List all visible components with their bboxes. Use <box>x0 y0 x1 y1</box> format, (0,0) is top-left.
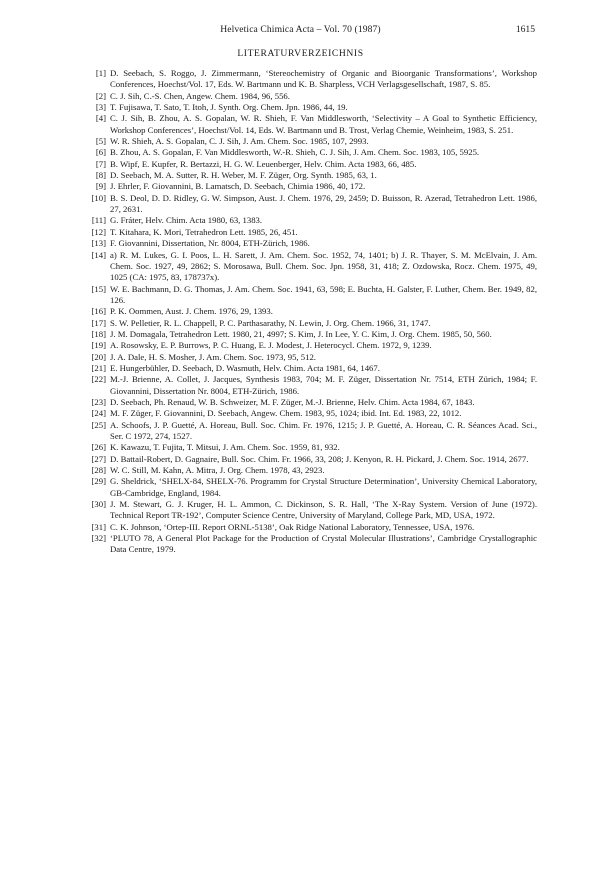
reference-number: [5] <box>95 136 106 147</box>
reference-text: D. Battail-Robert, D. Gagnaire, Bull. Soc. Chim. Fr. 1966, 33, 208; J. Kenyon, R. H. Pickard, J. Chem. Soc. 1914, 2677. <box>110 453 529 464</box>
reference-number: [7] <box>95 158 106 169</box>
reference-text: D. Seebach, S. Roggo, J. Zimmermann, ‘Stereochemistry of Organic and Bioorganic Transformations’, Workshop Conferences, Hoechst/Vol. 17, Eds. W. Bartmann und K. B. Sharpless, VCH Verlagsgesellschaft, 1987, S. 85. <box>110 68 537 90</box>
reference-text: B. Zhou, A. S. Gopalan, F. Van Middlesworth, W.-R. Shieh, C. J. Sih, J. Am. Chem. Soc. 1983, 105, 5925. <box>110 147 480 158</box>
reference-number: [15] <box>91 283 106 294</box>
reference-item <box>91 396 537 408</box>
reference-text: B. Wipf, E. Kupfer, R. Bertazzi, H. G. W. Leuenberger, Helv. Chim. Acta 1983, 66, 485. <box>110 158 417 169</box>
reference-number: [10] <box>91 192 106 203</box>
reference-number: [20] <box>91 351 106 362</box>
reference-item <box>91 226 537 238</box>
reference-item <box>97 91 537 102</box>
reference-list <box>91 68 537 556</box>
reference-number: [3] <box>95 102 106 113</box>
reference-number: [27] <box>91 453 106 464</box>
reference-number: [24] <box>91 408 106 419</box>
reference-number: [14] <box>91 249 106 260</box>
reference-text: C. J. Sih, C.-S. Chen, Angew. Chem. 1984, 96, 556. <box>110 90 290 101</box>
reference-number: [22] <box>91 374 106 385</box>
reference-number: [4] <box>95 113 106 124</box>
reference-text: J. A. Dale, H. S. Mosher, J. Am. Chem. Soc. 1973, 95, 512. <box>110 351 316 362</box>
reference-text: C. J. Sih, B. Zhou, A. S. Gopalan, W. R. Shieh, F. Van Middlesworth, ‘Selectivity – A Goal to Synthetic Efficiency, Workshop Conferences’, Hoechst/Vol. 14, Eds. W. Bartmann und B. Trost, Verlag Chemie, Weinheim, 1983, S. 251. <box>110 113 537 135</box>
reference-text: J. M. Stewart, G. J. Kruger, H. L. Ammon, C. Dickinson, S. R. Hall, ‘The X-Ray System. Version of June (1972). Technical Report TR-192’, Computer Science Centre, University of Maryland, College Park, MD, USA, 1972. <box>110 499 537 521</box>
reference-text: A. Rosowsky, E. P. Burrows, P. C. Huang, E. J. Modest, J. Heterocycl. Chem. 1972, 9, 1239. <box>110 340 432 351</box>
reference-item <box>91 465 537 476</box>
reference-number: [8] <box>95 170 106 181</box>
reference-number: [25] <box>91 419 106 430</box>
reference-number: [17] <box>91 317 106 328</box>
running-header <box>0 24 601 38</box>
reference-number: [2] <box>95 90 106 101</box>
page-number: 1615 <box>515 24 535 35</box>
reference-text: F. Giovannini, Dissertation, Nr. 8004, ETH-Zürich, 1986. <box>110 238 310 249</box>
reference-number: [19] <box>91 340 106 351</box>
reference-number: [13] <box>91 238 106 249</box>
reference-item <box>97 181 537 192</box>
reference-text: G. Sheldrick, ‘SHELX-84, SHELX-76. Programm for Crystal Structure Determination’, University Chemical Laboratory, GB-Cambridge, England, 1984. <box>110 476 537 498</box>
reference-item <box>91 351 537 363</box>
reference-item <box>97 68 537 91</box>
reference-item <box>91 453 537 465</box>
reference-text: S. W. Pelletier, R. L. Chappell, P. C. Parthasarathy, N. Lewin, J. Org. Chem. 1966, 31, 1747. <box>110 317 431 328</box>
reference-number: [16] <box>91 306 106 317</box>
reference-text: D. Seebach, M. A. Sutter, R. H. Weber, M. F. Züger, Org. Synth. 1985, 63, 1. <box>110 170 377 181</box>
section-title: LITERATURVERZEICHNIS <box>237 48 364 59</box>
reference-item <box>91 192 537 216</box>
reference-item <box>91 340 537 351</box>
reference-text: J. Ehrler, F. Giovannini, B. Lamatsch, D. Seebach, Chimia 1986, 40, 172. <box>110 181 366 192</box>
reference-text: P. K. Oommen, Aust. J. Chem. 1976, 29, 1393. <box>110 306 273 317</box>
reference-text: E. Hungerbühler, D. Seebach, D. Wasmuth, Helv. Chim. Acta 1981, 64, 1467. <box>110 362 380 373</box>
journal-title: Helvetica Chimica Acta – Vol. 70 (1987) <box>220 24 381 35</box>
reference-item <box>91 442 537 453</box>
reference-number: [11] <box>91 215 106 226</box>
reference-text: W. E. Bachmann, D. G. Thomas, J. Am. Chem. Soc. 1941, 63, 598; E. Buchta, H. Galster, F. Luther, Chem. Ber. 1949, 82, 126. <box>110 283 537 305</box>
reference-item <box>97 113 537 136</box>
reference-item <box>91 238 537 249</box>
reference-item <box>97 147 537 158</box>
reference-item <box>91 476 537 499</box>
reference-number: [32] <box>91 533 106 544</box>
reference-number: [29] <box>91 476 106 487</box>
reference-text: ‘PLUTO 78, A General Plot Package for the Production of Crystal Molecular Illustrations’, Cambridge Crystallographic Data Centre, 1979. <box>110 533 537 555</box>
reference-text: W. R. Shieh, A. S. Gopalan, C. J. Sih, J. Am. Chem. Soc. 1985, 107, 2993. <box>110 136 369 147</box>
reference-number: [26] <box>91 442 106 453</box>
reference-text: T. Fujisawa, T. Sato, T. Itoh, J. Synth. Org. Chem. Jpn. 1986, 44, 19. <box>110 102 348 113</box>
reference-number: [28] <box>91 465 106 476</box>
reference-item <box>91 533 537 556</box>
reference-item <box>91 419 537 443</box>
reference-item <box>97 136 537 147</box>
reference-item <box>97 102 537 113</box>
reference-item <box>91 521 537 533</box>
reference-number: [18] <box>91 328 106 339</box>
reference-item <box>97 170 537 181</box>
reference-number: [30] <box>91 499 106 510</box>
reference-text: K. Kawazu, T. Fujita, T. Mitsui, J. Am. Chem. Soc. 1959, 81, 932. <box>110 442 340 453</box>
reference-number: [9] <box>95 181 106 192</box>
reference-text: T. Kitahara, K. Mori, Tetrahedron Lett. 1985, 26, 451. <box>110 226 298 237</box>
reference-number: [1] <box>95 68 106 78</box>
reference-text: M.-J. Brienne, A. Collet, J. Jacques, Synthesis 1983, 704; M. F. Züger, Dissertation Nr. 7514, ETH Zürich, 1984; F. Giovannini, Dissertation Nr. 8004, ETH-Zürich, 1986. <box>110 374 537 396</box>
reference-text: a) R. M. Lukes, G. I. Poos, L. H. Sarett, J. Am. Chem. Soc. 1952, 74, 1401; b) J. R. Thayer, S. M. McElvain, J. Am. Chem. Soc. 1927, 49, 2862; S. Morosawa, Bull. Chem. Soc. Jpn. 1958, 31, 418; Z. Ozdowska, Rocz. Chem. 1975, 49, 1025 (CA: 1975, 83, 178737x). <box>110 249 537 283</box>
reference-text: C. K. Johnson, ‘Ortep-III. Report ORNL-5138’, Oak Ridge National Laboratory, Tennessee, USA, 1976. <box>110 521 475 532</box>
reference-text: D. Seebach, Ph. Renaud, W. B. Schweizer, M. F. Züger, M.-J. Brienne, Helv. Chim. Acta 1984, 67, 1843. <box>110 396 475 407</box>
reference-item <box>91 374 537 397</box>
reference-item <box>91 499 537 522</box>
reference-text: A. Schoofs, J. P. Guetté, A. Horeau, Bull. Soc. Chim. Fr. 1976, 1215; J. P. Guetté, A. Horeau, C. R. Séances Acad. Sci., Ser. C 1972, 274, 1527. <box>110 419 537 441</box>
reference-item <box>91 328 537 340</box>
reference-number: [12] <box>91 226 106 237</box>
reference-item <box>91 408 537 419</box>
reference-text: G. Fráter, Helv. Chim. Acta 1980, 63, 1383. <box>110 215 263 226</box>
reference-item <box>91 317 537 329</box>
reference-item <box>91 249 537 284</box>
reference-number: [23] <box>91 396 106 407</box>
reference-number: [21] <box>91 362 106 373</box>
reference-text: J. M. Domagala, Tetrahedron Lett. 1980, 21, 4997; S. Kim, J. In Lee, Y. C. Kim, J. Org. Chem. 1985, 50, 560. <box>110 328 492 339</box>
reference-item <box>97 159 537 170</box>
reference-item <box>91 362 537 374</box>
reference-text: M. F. Züger, F. Giovannini, D. Seebach, Angew. Chem. 1983, 95, 1024; ibid. Int. Ed. 1983, 22, 1012. <box>110 408 462 419</box>
reference-number: [6] <box>95 147 106 158</box>
reference-item <box>91 283 537 307</box>
reference-number: [31] <box>91 521 106 532</box>
reference-text: B. S. Deol, D. D. Ridley, G. W. Simpson, Aust. J. Chem. 1976, 29, 2459; D. Buisson, R. Azerad, Tetrahedron Lett. 1986, 27, 2631. <box>110 192 537 215</box>
reference-text: W. C. Still, M. Kahn, A. Mitra, J. Org. Chem. 1978, 43, 2923. <box>110 465 325 476</box>
reference-item <box>91 306 537 317</box>
reference-item <box>91 215 537 226</box>
